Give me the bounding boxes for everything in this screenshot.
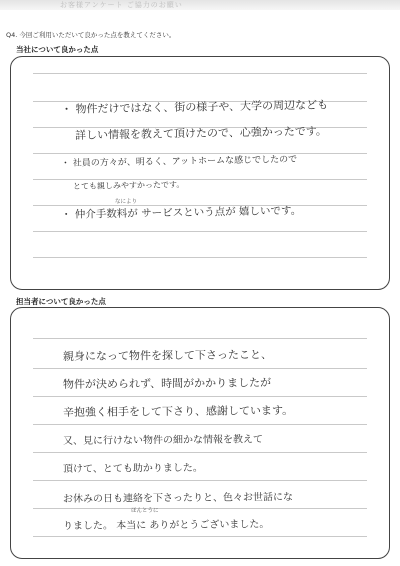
handwritten-annotation: ほんとうに xyxy=(131,508,159,514)
handwritten-line: 頂けて、とても助かりました。 xyxy=(62,462,203,475)
ruled-line xyxy=(33,508,367,509)
handwritten-line: お休みの日も連絡を下さったりと、色々お世話にな xyxy=(62,491,294,505)
handwritten-line: 物件が決められず、時間がかかりましたが xyxy=(62,376,272,391)
section1-answer-box xyxy=(10,56,390,290)
question-text: Q4. 今回ご利用いただいて良かった点を教えてください。 xyxy=(6,31,176,39)
ruled-line xyxy=(33,73,367,74)
handwritten-annotation: なにより xyxy=(115,199,138,205)
handwritten-line: りました。 本当に ありがとうございました。 xyxy=(62,519,270,532)
handwritten-line: 詳しい情報を教えて頂けたので、心強かったです。 xyxy=(74,124,327,142)
header-strip xyxy=(0,0,400,10)
handwritten-line: ・ 社員の方々が、明るく、アットホームな感じでしたので xyxy=(60,154,298,169)
handwritten-line: 親身になって物件を探して下さったこと、 xyxy=(62,348,273,363)
ruled-line xyxy=(33,452,367,453)
ruled-line xyxy=(33,536,367,537)
ruled-line xyxy=(33,338,367,339)
section2-label: 担当者について良かった点 xyxy=(16,297,106,306)
ruled-line xyxy=(33,396,367,397)
ruled-line xyxy=(33,424,367,425)
handwritten-line: ・ 物件だけではなく、街の様子や、大学の周辺なども xyxy=(60,98,329,116)
handwritten-line: 又、見に行けない物件の細かな情報を教えて xyxy=(62,434,264,447)
section2-answer-box xyxy=(10,307,390,559)
handwritten-line: ・ 仲介手数料が サービスという点が 嬉しいです。 xyxy=(60,204,302,221)
ruled-line xyxy=(33,231,367,232)
ruled-line xyxy=(33,368,367,369)
header-faded-text: お客様アンケート ご協力のお願い xyxy=(60,1,183,9)
handwritten-line: 辛抱強く相手をして下さり、感謝しています。 xyxy=(62,403,294,419)
section1-label: 当社について良かった点 xyxy=(16,45,99,54)
ruled-line xyxy=(33,480,367,481)
ruled-line xyxy=(33,257,367,258)
handwritten-line: とても親しみやすかったです。 xyxy=(72,180,185,191)
